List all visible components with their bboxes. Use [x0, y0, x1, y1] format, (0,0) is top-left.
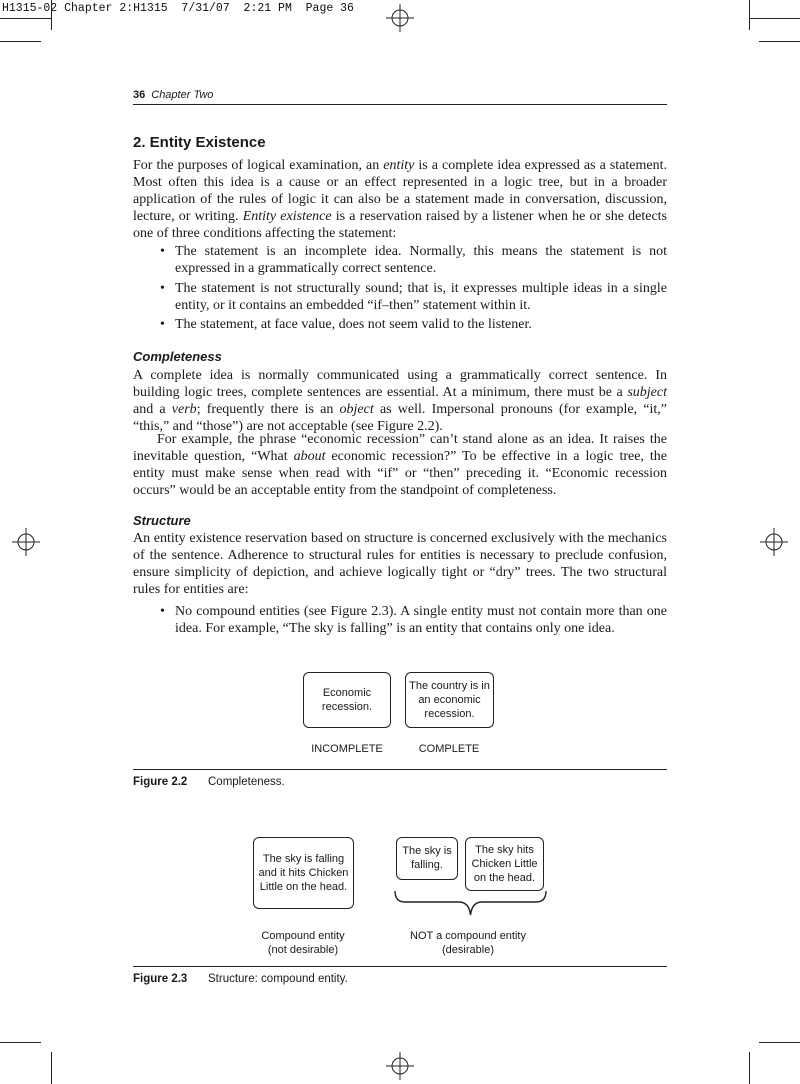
crop-mark	[759, 1042, 800, 1043]
intro-paragraph: For the purposes of logical examination, an entity is a complete idea expressed as a statement. Most often this idea is a cause or an effect represented in a logic tree, but in a broader application of the rules of logic it can also be a statement made in conversation, discussion, lecture, or writing. Entity existence is a reservation raised by a listener when he or she detects one of three conditions affecting the statement:	[133, 158, 668, 242]
figure-caption-text: Completeness.	[208, 776, 285, 788]
incomplete-entity-box: Economic recession.	[303, 672, 391, 728]
figure-number: Figure 2.2	[133, 776, 188, 788]
crop-mark	[749, 18, 800, 19]
crop-mark	[51, 1052, 52, 1084]
list-item: • The statement is an incomplete idea. Normally, this means the statement is not expressed in a grammatically correct sentence.	[160, 243, 667, 277]
structure-paragraph: An entity existence reservation based on structure is concerned exclusively with the mechanics of the sentence. Adherence to structural rules for entities is necessary to preclude confusion, ensure simplicity of depiction, and achieve logically tight or “dry” trees. The two structural rules for entities are:	[133, 531, 667, 598]
incomplete-label: INCOMPLETE	[311, 743, 383, 755]
completeness-paragraph-2: For example, the phrase “economic recession” can’t stand alone as an idea. It raises the inevitable question, “What about economic recession?” To be effective in a logic tree, the entity must make sense when read with “if” or “then” preceding it. “Economic recession occurs” would be an acceptable entity from the standpoint of completeness.	[133, 432, 667, 499]
registration-mark-icon	[386, 1052, 414, 1080]
term-entity: entity	[383, 158, 415, 173]
single-entity-box: The sky is falling.	[396, 837, 458, 880]
completeness-heading: Completeness	[133, 349, 222, 364]
complete-entity-box: The country is in an economic recession.	[405, 672, 494, 728]
page-number: 36	[133, 89, 146, 101]
structure-heading: Structure	[133, 513, 191, 528]
figure-caption-text: Structure: compound entity.	[208, 973, 348, 985]
registration-mark-icon	[760, 528, 788, 556]
crop-mark	[0, 1042, 41, 1043]
crop-mark	[51, 0, 52, 30]
grouping-brace-icon	[393, 889, 548, 919]
chapter-title: Chapter Two	[151, 89, 214, 101]
running-head	[133, 89, 667, 105]
conditions-list	[160, 243, 667, 336]
list-item: • The statement is not structurally sound; that is, it expresses multiple ideas in a single entity, or it contains an embedded “if–then” statement within it.	[160, 280, 667, 314]
completeness-paragraph-1: A complete idea is normally communicated using a grammatically correct sentence. In building logic trees, complete sentences are essential. At a minimum, there must be a subject and a verb; frequently there is an object as well. Impersonal pronouns (for example, “it,” “this,” and “those”) are not acceptable (see Figure 2.2).	[133, 368, 667, 435]
term-entity-existence: Entity existence	[242, 209, 332, 225]
printer-slug: H1315-02 Chapter 2:H1315 7/31/07 2:21 PM Page 36	[2, 2, 354, 15]
single-entity-box: The sky hits Chicken Little on the head.	[465, 837, 544, 891]
crop-mark	[0, 41, 41, 42]
not-compound-entity-label: NOT a compound entity (desirable)	[410, 930, 526, 956]
complete-label: COMPLETE	[418, 743, 480, 755]
list-item: • No compound entities (see Figure 2.3). A single entity must not contain more than one idea. For example, “The sky is falling” is an entity that contains only one idea.	[160, 603, 667, 637]
crop-mark	[759, 41, 800, 42]
list-item: • The statement, at face value, does not seem valid to the listener.	[160, 316, 667, 333]
compound-entity-box: The sky is falling and it hits Chicken Little on the head.	[253, 837, 354, 909]
registration-mark-icon	[12, 528, 40, 556]
crop-mark	[749, 1052, 750, 1084]
figure-number: Figure 2.3	[133, 973, 188, 985]
section-heading: 2. Entity Existence	[133, 134, 266, 151]
figure-rule	[133, 769, 667, 770]
structural-rules-list	[160, 603, 667, 640]
figure-2-2-caption	[133, 776, 285, 788]
registration-mark-icon	[386, 4, 414, 32]
figure-rule	[133, 966, 667, 967]
compound-entity-label: Compound entity (not desirable)	[261, 930, 345, 956]
figure-2-3-caption	[133, 973, 348, 985]
crop-mark	[0, 18, 51, 19]
crop-mark	[749, 0, 750, 30]
